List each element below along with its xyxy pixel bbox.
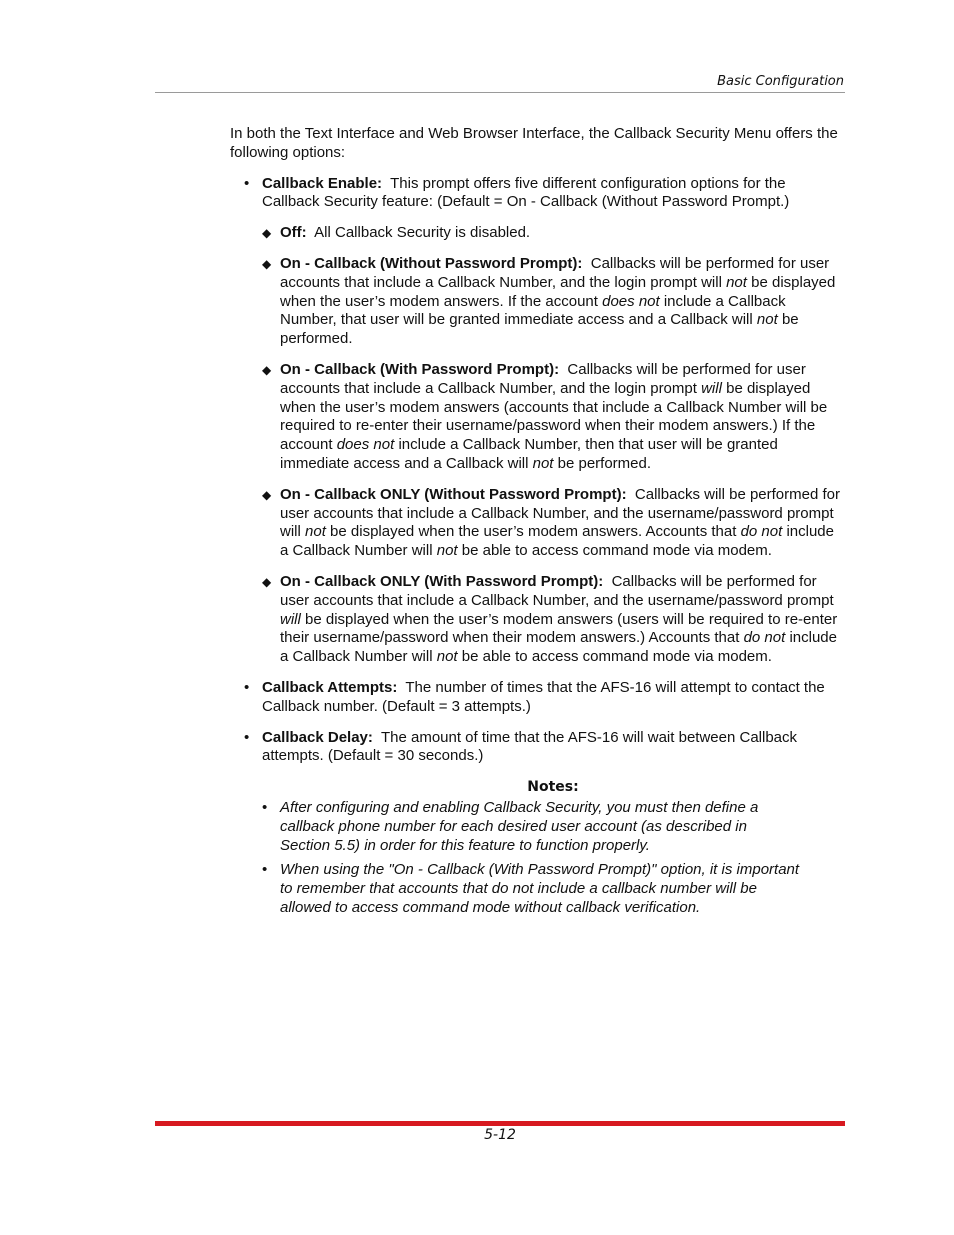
option-text: be displayed when the user’s modem answers. If the account [280,273,836,310]
emphasis: not [305,523,326,541]
header-divider [155,92,845,93]
option-callback-without-password [230,255,846,349]
callback-attempts-term: Callback Attempts: [262,678,398,696]
callback-enable-item [230,175,846,213]
option-term: On - Callback ONLY (With Password Prompt): [280,572,604,590]
option-off-term: Off: [280,224,307,242]
callback-enable-text: This prompt offers five different configuration options for the Callback Security feature: (Default = On - Callback (Without Password Prompt.) [262,174,790,211]
option-text: Callbacks will be performed for user accounts that include a Callback Number, and the username/password prompt will [280,485,840,541]
bullet-icon: • [244,174,250,192]
callback-attempts-text: The number of times that the AFS-16 will attempt to contact the Callback number. (Default = 3 attempts.) [262,678,825,715]
note-item [230,861,800,917]
option-callback-only-with-password [230,573,846,667]
footer-divider [155,1121,845,1126]
diamond-bullet-icon: ◆ [262,256,272,271]
emphasis: not [436,542,458,560]
option-off-text: All Callback Security is disabled. [314,224,531,242]
emphasis: do not [740,523,783,541]
option-text: be performed. [557,454,652,472]
callback-delay-item [230,729,846,767]
page-body [230,125,846,924]
intro-paragraph: In both the Text Interface and Web Browser Interface, the Callback Security Menu offers the following options: [230,125,838,161]
note-item [230,799,800,855]
option-off [230,224,846,243]
option-text: be displayed when the user’s modem answers (accounts that include a Callback Number will be required to re-enter their username/password when their modem answers.) If the account [280,379,828,454]
callback-attempts-item [230,679,846,717]
option-text: be displayed when the user’s modem answers (users will be required to re-enter their username/password when their modem answers.) Accounts that [280,610,838,647]
option-text: include a Callback Number, that user will be granted immediate access and a Callback will [280,292,786,329]
emphasis: will [701,379,722,397]
option-term: On - Callback ONLY (Without Password Prompt): [280,485,627,503]
option-text: Callbacks will be performed for user accounts that include a Callback Number, and the login prompt [280,360,806,397]
bullet-icon: • [244,728,250,746]
notes-heading: Notes: [527,779,579,796]
option-callback-with-password [230,361,846,474]
page-number: 5-12 [484,1127,516,1143]
note-text: When using the "On - Callback (With Password Prompt)" option, it is important to remember that accounts that do not include a callback number will be allowed to access command mode without callback verification. [280,861,800,916]
callback-delay-term: Callback Delay: [262,728,373,746]
diamond-bullet-icon: ◆ [262,226,272,241]
option-text: Callbacks will be performed for user accounts that include a Callback Number, and the login prompt will [280,254,830,291]
emphasis: not [436,648,458,666]
emphasis: will [280,610,301,628]
option-callback-only-without-password [230,486,846,561]
option-text: be displayed when the user’s modem answers. Accounts that [330,523,737,541]
emphasis: does not [336,436,395,454]
option-term: On - Callback (With Password Prompt): [280,360,560,378]
diamond-bullet-icon: ◆ [262,362,272,377]
option-text: include a Callback Number, then that user will be granted immediate access and a Callback will [280,436,778,472]
option-text: Callbacks will be performed for user accounts that include a Callback Number, and the username/password prompt [280,572,834,609]
option-text: be able to access command mode via modem. [461,542,772,560]
option-text: include a Callback Number will [280,629,837,666]
diamond-bullet-icon: ◆ [262,487,272,502]
option-term: On - Callback (Without Password Prompt): [280,254,583,272]
bullet-icon: • [244,678,250,696]
bullet-icon: • [262,861,268,879]
note-text: After configuring and enabling Callback Security, you must then define a callback phone number for each desired user account (as described in Section 5.5) in order for this feature to function properly. [280,798,759,854]
callback-enable-term: Callback Enable: [262,174,383,192]
diamond-bullet-icon: ◆ [262,574,272,589]
callback-delay-text: The amount of time that the AFS-16 will wait between Callback attempts. (Default = 30 seconds.) [262,728,798,765]
emphasis: does not [602,292,660,310]
bullet-icon: • [262,798,268,816]
emphasis: not [726,273,747,291]
running-header: Basic Configuration [717,74,844,89]
option-text: include a Callback Number will [280,523,834,560]
emphasis: not [532,454,554,472]
option-text: be performed. [280,311,799,348]
emphasis: do not [743,629,786,647]
emphasis: not [756,311,778,329]
option-text: be able to access command mode via modem. [461,648,772,666]
